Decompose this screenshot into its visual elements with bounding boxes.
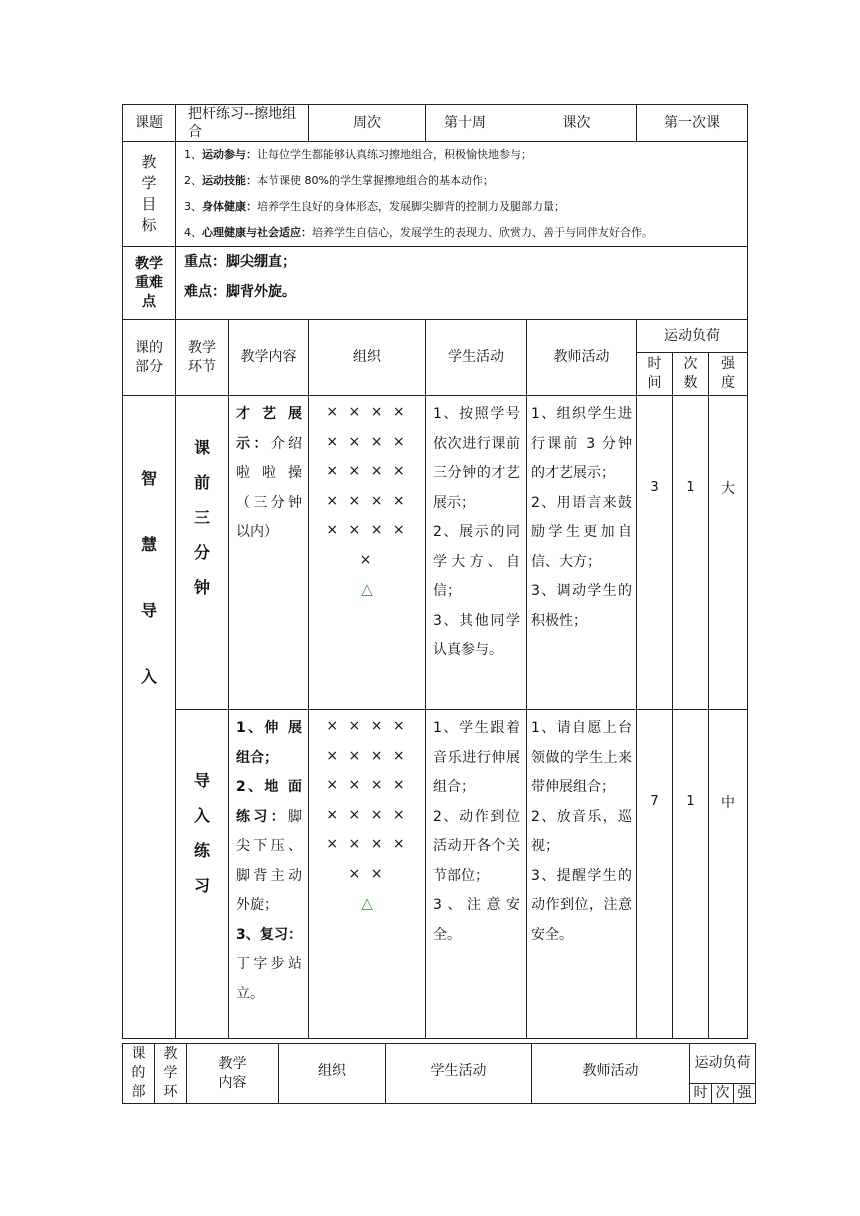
content-item-title: 1、伸 展 组合； bbox=[236, 720, 303, 766]
focus-point: 重点：脚尖绷直； bbox=[184, 254, 296, 271]
formation-row: × bbox=[359, 551, 375, 568]
count-value: 1 bbox=[673, 396, 709, 710]
goal-prefix: 4、 bbox=[184, 226, 202, 240]
content-item bbox=[236, 773, 302, 921]
goal-item bbox=[184, 142, 747, 168]
formation-row: × × × × bbox=[326, 522, 408, 539]
key-points-label-line: 重难 bbox=[135, 274, 163, 291]
next-col-content-line: 教学 bbox=[218, 1055, 247, 1072]
teacher-activity-item: 1、组织学生进行课前 3 分钟的才艺展示； bbox=[531, 406, 633, 482]
col-count-line: 数 bbox=[683, 375, 698, 392]
next-col-load: 运动负荷 bbox=[690, 1044, 756, 1084]
teacher-position-icon: △ bbox=[361, 580, 373, 599]
organization-cell bbox=[309, 396, 426, 710]
stage-char: 钟 bbox=[193, 578, 210, 598]
formation-row: × × × × bbox=[326, 404, 408, 421]
formation-row: × × × × bbox=[326, 836, 408, 853]
next-col-stage-line: 学 bbox=[163, 1065, 178, 1081]
formation-row: × × × × bbox=[326, 777, 408, 794]
intensity-value: 大 bbox=[709, 396, 748, 710]
part-char: 智 bbox=[140, 469, 157, 489]
next-col-stage-line: 环 bbox=[163, 1084, 178, 1100]
col-intensity-line: 度 bbox=[721, 375, 736, 392]
col-time bbox=[637, 353, 673, 396]
stage-char: 分 bbox=[193, 543, 210, 563]
formation-row: × × × × bbox=[326, 433, 408, 450]
teacher-activity-item: 2、放音乐，巡视； bbox=[531, 808, 633, 855]
goal-item bbox=[184, 220, 747, 246]
next-col-organization: 组织 bbox=[279, 1044, 386, 1104]
goal-text: 培养学生自信心，发展学生的表现力、欣赏力、善于与同伴友好合作。 bbox=[312, 226, 653, 240]
key-points-label bbox=[123, 247, 176, 320]
goal-item bbox=[184, 194, 747, 220]
formation-row: × × × × bbox=[326, 492, 408, 509]
time-value: 7 bbox=[637, 710, 673, 1039]
formation-row: × × bbox=[348, 865, 386, 882]
teacher-activity-cell bbox=[527, 396, 637, 710]
next-col-part-line: 部 bbox=[131, 1084, 146, 1100]
student-activity-cell bbox=[426, 710, 527, 1039]
table-row bbox=[123, 710, 748, 1039]
stage-char: 课 bbox=[193, 438, 210, 458]
stage-char: 三 bbox=[193, 508, 210, 528]
teacher-activity-item: 2、用语言来鼓励学生更加自信、大方； bbox=[531, 494, 633, 570]
col-stage-line: 教学 bbox=[188, 339, 216, 356]
content-item-text: 脚尖下压、脚背主动外旋； bbox=[236, 808, 303, 914]
goal-title: 运动参与： bbox=[202, 148, 257, 162]
content-cell bbox=[229, 396, 309, 710]
col-content: 教学内容 bbox=[229, 320, 309, 396]
content-text: 介绍啦 啦 操（三分钟以内） bbox=[236, 435, 303, 541]
table-row bbox=[123, 396, 748, 710]
content-item-title: 3、复习： bbox=[236, 926, 303, 943]
col-time-line: 时 bbox=[647, 356, 662, 373]
goal-prefix: 1、 bbox=[184, 148, 202, 162]
next-col-content-line: 内容 bbox=[218, 1074, 247, 1091]
lesson-plan-table bbox=[122, 104, 748, 1039]
goals-label-char: 目 bbox=[141, 195, 157, 214]
header-row bbox=[123, 105, 748, 142]
goals-row bbox=[123, 142, 748, 247]
goals-label bbox=[123, 142, 176, 247]
next-page-header-table bbox=[122, 1043, 756, 1104]
goal-title: 运动技能： bbox=[202, 174, 257, 188]
student-activity-item: 1、按照学号依次进行课前三分钟的才艺展示； bbox=[433, 406, 521, 511]
next-col-part-line: 课 bbox=[131, 1046, 146, 1062]
teacher-position-icon: △ bbox=[361, 894, 373, 913]
goal-item bbox=[184, 168, 747, 194]
goals-label-char: 教 bbox=[141, 153, 157, 172]
goal-title: 身体健康： bbox=[202, 200, 257, 214]
organization-cell bbox=[309, 710, 426, 1039]
next-col-teacher: 教师活动 bbox=[532, 1044, 690, 1104]
difficulty-point: 难点：脚背外旋。 bbox=[184, 284, 296, 301]
student-activity-item: 2、动作到位活动开各个关节部位； bbox=[433, 808, 521, 884]
week-label-text: 周次 bbox=[353, 115, 382, 132]
goal-prefix: 2、 bbox=[184, 174, 202, 188]
content-item-title: 2、地 面 练习： bbox=[236, 779, 303, 825]
student-activity-cell bbox=[426, 396, 527, 710]
key-points-label-line: 教学 bbox=[135, 255, 163, 272]
col-part bbox=[123, 320, 176, 396]
stage-char: 习 bbox=[193, 876, 210, 896]
student-activity-item: 1、学生跟着音乐进行伸展组合； bbox=[433, 720, 521, 796]
lesson-label: 课次 bbox=[562, 115, 591, 132]
formation-row: × × × × bbox=[326, 806, 408, 823]
goals-label-char: 标 bbox=[141, 216, 157, 235]
content-item bbox=[236, 714, 302, 773]
goal-text: 让每位学生都能够认真练习擦地组合，积极愉快地参与； bbox=[257, 148, 532, 162]
part-cell bbox=[123, 396, 176, 1039]
stage-char: 前 bbox=[193, 473, 210, 493]
teacher-activity-item: 3、提醒学生的动作到位，注意安全。 bbox=[531, 867, 633, 943]
next-col-content bbox=[187, 1044, 279, 1104]
key-points-label-line: 点 bbox=[142, 293, 156, 310]
lesson-value: 第一次课 bbox=[637, 105, 748, 142]
content-item-text: 丁字步站立。 bbox=[236, 956, 303, 1002]
col-stage bbox=[176, 320, 229, 396]
content-item bbox=[236, 921, 302, 1010]
col-stage-line: 环节 bbox=[188, 358, 216, 375]
week-label bbox=[309, 105, 426, 142]
content-title: 才 艺 展 示： bbox=[236, 406, 303, 452]
content-cell bbox=[229, 710, 309, 1039]
stage-char: 练 bbox=[193, 841, 210, 861]
goal-prefix: 3、 bbox=[184, 200, 202, 214]
col-intensity bbox=[709, 353, 748, 396]
next-col-student: 学生活动 bbox=[386, 1044, 532, 1104]
stage-char: 入 bbox=[193, 806, 210, 826]
teacher-activity-cell bbox=[527, 710, 637, 1039]
next-col-stage bbox=[155, 1044, 187, 1104]
col-part-line: 部分 bbox=[135, 358, 163, 375]
col-intensity-line: 强 bbox=[721, 356, 736, 373]
part-char: 慧 bbox=[140, 535, 157, 555]
goal-text: 培养学生良好的身体形态，发展脚尖脚背的控制力及腿部力量； bbox=[257, 200, 565, 214]
student-activity-item: 3、其他同学认真参与。 bbox=[433, 612, 521, 659]
next-col-time: 时 bbox=[690, 1084, 712, 1104]
col-count bbox=[673, 353, 709, 396]
goal-text: 本节课使 80%的学生掌握擦地组合的基本动作； bbox=[257, 174, 494, 188]
col-count-line: 次 bbox=[683, 356, 698, 373]
goals-label-char: 学 bbox=[141, 174, 157, 193]
stage-cell bbox=[176, 710, 229, 1039]
next-col-intensity: 强 bbox=[734, 1084, 756, 1104]
formation-row: × × × × bbox=[326, 747, 408, 764]
next-col-count: 次 bbox=[712, 1084, 734, 1104]
topic-label: 课题 bbox=[123, 105, 176, 142]
topic-value: 把杆练习--擦地组合 bbox=[176, 105, 309, 142]
stage-cell bbox=[176, 396, 229, 710]
formation-row: × × × × bbox=[326, 463, 408, 480]
next-col-stage-line: 教 bbox=[163, 1046, 178, 1062]
col-organization: 组织 bbox=[309, 320, 426, 396]
goal-title: 心理健康与社会适应： bbox=[202, 226, 312, 240]
teacher-activity-item: 3、调动学生的积极性； bbox=[531, 583, 633, 629]
col-part-line: 课的 bbox=[135, 339, 163, 356]
next-col-part-line: 的 bbox=[131, 1065, 146, 1081]
student-activity-item: 2、展示的同学大方、自信； bbox=[433, 524, 521, 600]
formation-row: × × × × bbox=[326, 718, 408, 735]
week-value-cell bbox=[426, 105, 637, 142]
col-student: 学生活动 bbox=[426, 320, 527, 396]
column-header-row bbox=[123, 320, 748, 353]
next-header-row bbox=[123, 1044, 756, 1084]
col-time-line: 间 bbox=[647, 375, 662, 392]
student-activity-item: 3、注意安全。 bbox=[433, 897, 521, 943]
col-load: 运动负荷 bbox=[637, 320, 748, 353]
goals-list bbox=[176, 142, 748, 247]
teacher-activity-item: 1、请自愿上台领做的学生上来带伸展组合； bbox=[531, 720, 633, 796]
part-char: 入 bbox=[140, 667, 157, 687]
stage-char: 导 bbox=[193, 771, 210, 791]
key-points-row bbox=[123, 247, 748, 320]
next-col-part bbox=[123, 1044, 155, 1104]
intensity-value: 中 bbox=[709, 710, 748, 1039]
key-points-content bbox=[176, 247, 748, 320]
week-value: 第十周 bbox=[444, 115, 487, 132]
count-value: 1 bbox=[673, 710, 709, 1039]
part-char: 导 bbox=[140, 601, 157, 621]
time-value: 3 bbox=[637, 396, 673, 710]
col-teacher: 教师活动 bbox=[527, 320, 637, 396]
